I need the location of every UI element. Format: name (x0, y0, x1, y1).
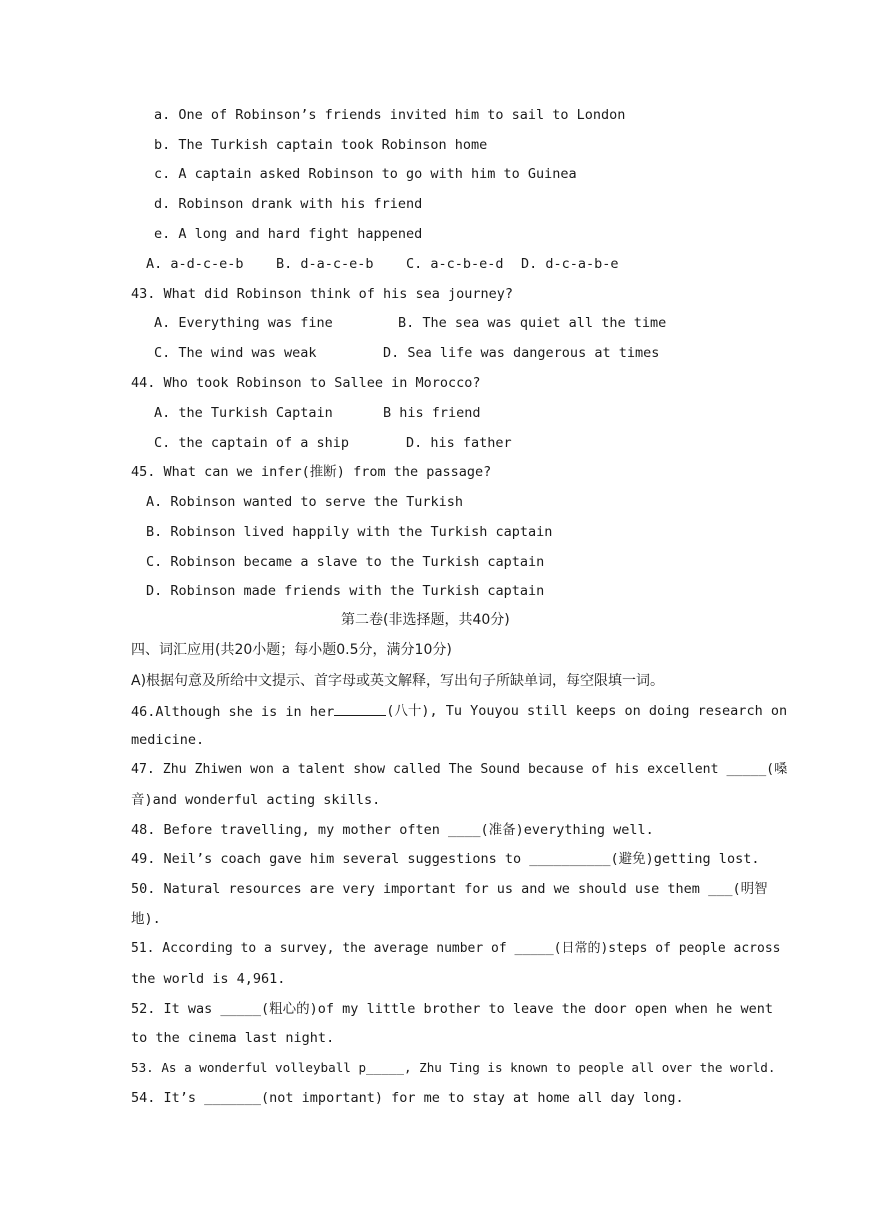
q43-option-c: C. The wind was weak (154, 345, 317, 361)
q44-option-d: D. his father (406, 435, 512, 451)
q44-option-c: C. the captain of a ship (154, 435, 350, 451)
section-four-a-instruction: A)根据句意及所给中文提示、首字母或英文解释，写出句子所缺单词，每空限填一词。 (131, 673, 665, 689)
q47-line-1: 47. Zhu Zhiwen won a talent show called The Sound because of his excellent _____(嗓 (131, 762, 788, 777)
q51-line-1: 51. According to a survey, the average number of _____(日常的)steps of people across (131, 941, 781, 956)
q52-line-2: to the cinema last night. (131, 1030, 335, 1046)
q45-option-b: B. Robinson lived happily with the Turkish captain (146, 524, 553, 540)
q42-event-a: a. One of Robinson’s friends invited him to sail to London (154, 107, 626, 123)
q48-line: 48. Before travelling, my mother often ____(准备)everything well. (131, 822, 654, 838)
q46-line-1 (131, 702, 788, 721)
q42-event-b: b. The Turkish captain took Robinson home (154, 137, 488, 153)
q46-line-2: medicine. (131, 732, 205, 748)
q42-option-b: B. d-a-c-e-b (276, 256, 374, 272)
q46-text-before-blank: 46.Although she is in her (131, 704, 335, 720)
q47-line-2: 音)and wonderful acting skills. (131, 792, 381, 808)
q42-event-c: c. A captain asked Robinson to go with him to Guinea (154, 166, 577, 182)
q46-text-after-blank: (八十), Tu Youyou still keeps on doing research on (386, 703, 788, 719)
q53-line: 53. As a wonderful volleyball p_____, Zhu Ting is known to people all over the world. (131, 1060, 776, 1075)
q44-option-b: B his friend (383, 405, 481, 421)
q45-stem: 45. What can we infer(推断) from the passage? (131, 464, 492, 480)
q44-stem: 44. Who took Robinson to Sallee in Morocco? (131, 375, 481, 391)
section-four-title: 四、词汇应用(共20小题；每小题0.5分，满分10分) (131, 642, 452, 658)
q42-event-e: e. A long and hard fight happened (154, 226, 423, 242)
q54-line: 54. It’s _______(not important) for me to stay at home all day long. (131, 1090, 684, 1106)
q51-line-2: the world is 4,961. (131, 971, 286, 987)
q52-line-1: 52. It was _____(粗心的)of my little brother to leave the door open when he went (131, 1001, 773, 1017)
q45-option-c: C. Robinson became a slave to the Turkish captain (146, 554, 545, 570)
q45-option-d: D. Robinson made friends with the Turkish captain (146, 583, 545, 599)
part-two-title: 第二卷(非选择题，共40分) (341, 612, 510, 628)
q43-option-d: D. Sea life was dangerous at times (383, 345, 660, 361)
q45-option-a: A. Robinson wanted to serve the Turkish (146, 494, 463, 510)
q46-answer-blank[interactable] (334, 702, 386, 716)
q42-option-d: D. d-c-a-b-e (521, 256, 619, 272)
q43-stem: 43. What did Robinson think of his sea journey? (131, 286, 514, 302)
q42-event-d: d. Robinson drank with his friend (154, 196, 423, 212)
q50-line-1: 50. Natural resources are very important for us and we should use them ___(明智 (131, 881, 768, 897)
q49-line: 49. Neil’s coach gave him several suggestions to __________(避免)getting lost. (131, 851, 760, 867)
q42-option-a: A. a-d-c-e-b (146, 256, 244, 272)
q42-option-c: C. a-c-b-e-d (406, 256, 504, 272)
q43-option-a: A. Everything was fine (154, 315, 333, 331)
q44-option-a: A. the Turkish Captain (154, 405, 333, 421)
q43-option-b: B. The sea was quiet all the time (398, 315, 667, 331)
q50-line-2: 地). (131, 911, 161, 927)
